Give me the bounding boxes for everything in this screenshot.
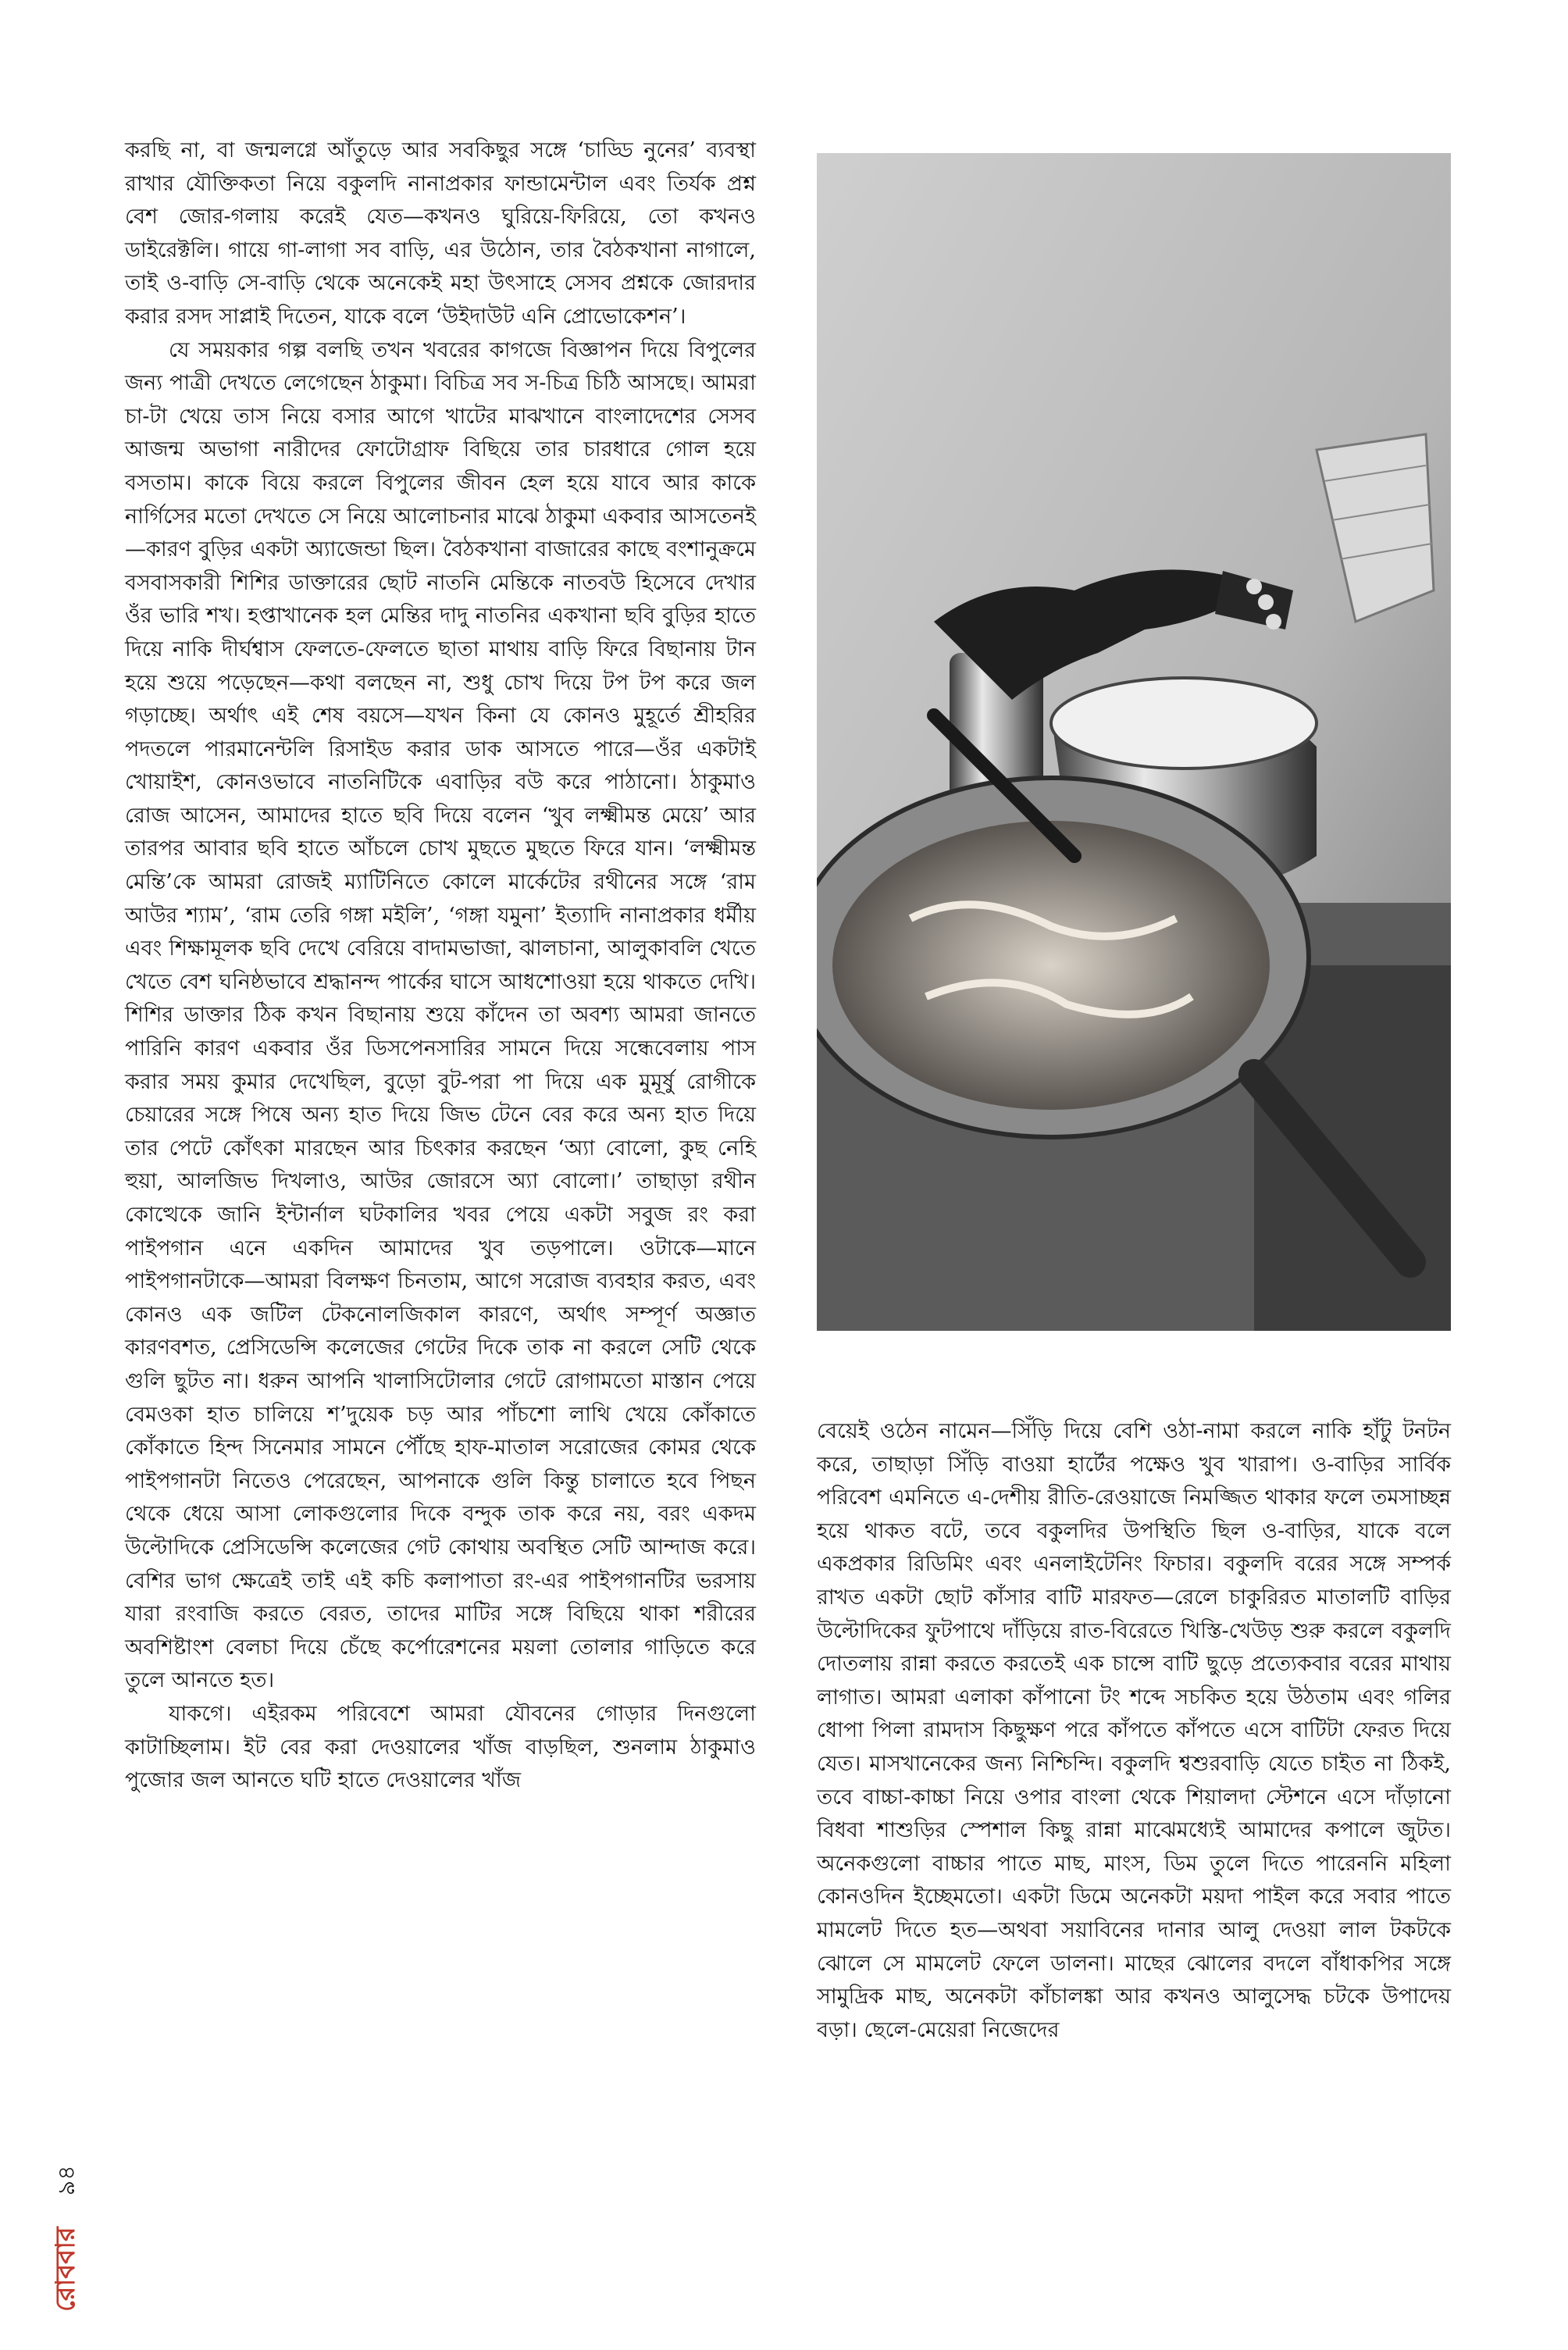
left-paragraph-1: করছি না, বা জন্মলগ্নে আঁতুড়ে আর সবকিছুর সঙ্গে ‘চাড্ডি নুনের’ ব্যবস্থা রাখার যৌক্তিকতা নিয়ে বকুলদি নানাপ্রকার ফান্ডামেন্টাল এবং তির্যক প্রশ্ন বেশ জোর-গলায় করেই যেত—কখনও ঘুরিয়ে-ফিরিয়ে, তো কখনও ডাইরেক্টলি। গায়ে গা-লাগা সব বাড়ি, এর উঠোন, তার বৈঠকখানা নাগালে, তাই ও-বাড়ি সে-বাড়ি থেকে অনেকেই মহা উৎসাহে সেসব প্রশ্নকে জোরদার করার রসদ সাপ্লাই দিতেন, যাকে বলে ‘উইদাউট এনি প্রোভোকেশন’। xyxy=(125,138,756,329)
left-paragraph-2: যে সময়কার গল্প বলছি তখন খবরের কাগজে বিজ্ঞাপন দিয়ে বিপুলের জন্য পাত্রী দেখতে লেগেছেন ঠাকুমা। বিচিত্র সব স-চিত্র চিঠি আসছে। আমরা চা-টা খেয়ে তাস নিয়ে বসার আগে খাটের মাঝখানে বাংলাদেশের সেসব আজন্ম অভাগা নারীদের ফোটোগ্রাফ বিছিয়ে তার চারধারে গোল হয়ে বসতাম। কাকে বিয়ে করলে বিপুলের জীবন হেল হয়ে যাবে আর কাকে নার্গিসের মতো দেখতে সে নিয়ে আলোচনার মাঝে ঠাকুমা একবার আসতেনই—কারণ বুড়ির একটা অ্যাজেন্ডা ছিল। বৈঠকখানা বাজারের কাছে বংশানুক্রমে বসবাসকারী শিশির ডাক্তারের ছোট নাতনি মেন্তিকে নাতবউ হিসেবে দেখার ওঁর ভারি শখ। হপ্তাখানেক হল মেন্তির দাদু নাতনির একখানা ছবি বুড়ির হাতে দিয়ে নাকি দীর্ঘশ্বাস ফেলতে-ফেলতে ছাতা মাথায় বাড়ি ফিরে বিছানায় টান হয়ে শুয়ে পড়েছেন—কথা বলছেন না, শুধু চোখ দিয়ে টপ টপ করে জল গড়াচ্ছে। অর্থাৎ এই শেষ বয়সে—যখন কিনা যে কোনও মুহূর্তে শ্রীহরির পদতলে পারমানেন্টলি রিসাইড করার ডাক আসতে পারে—ওঁর একটাই খোয়াইশ, কোনওভাবে নাতনিটিকে এবাড়ির বউ করে পাঠানো। ঠাকুমাও রোজ আসেন, আমাদের হাতে ছবি দিয়ে বলেন ‘খুব লক্ষ্মীমন্ত মেয়ে’ আর তারপর আবার ছবি হাতে আঁচলে চোখ মুছতে মুছতে ফিরে যান। ‘লক্ষ্মীমন্ত মেন্তি’কে আমরা রোজই ম্যাটিনিতে কোলে মার্কেটের রথীনের সঙ্গে ‘রাম আউর শ্যাম’, ‘রাম তেরি গঙ্গা মইলি’, ‘গঙ্গা যমুনা’ ইত্যাদি নানাপ্রকার ধর্মীয় এবং শিক্ষামূলক ছবি দেখে বেরিয়ে বাদামভাজা, ঝালচানা, আলুকাবলি খেতে খেতে বেশ ঘনিষ্ঠভাবে শ্রদ্ধানন্দ পার্কের ঘাসে আধশোওয়া হয়ে থাকতে দেখি। শিশির ডাক্তার ঠিক কখন বিছানায় শুয়ে কাঁদেন তা অবশ্য আমরা জানতে পারিনি কারণ একবার ওঁর ডিসপেনসারির সামনে দিয়ে সন্ধেবেলায় পাস করার সময় কুমার দেখেছিল, বুড়ো বুট-পরা পা দিয়ে এক মুমূর্ষু রোগীকে চেয়ারের সঙ্গে পিষে অন্য হাত দিয়ে জিভ টেনে বের করে অন্য হাত দিয়ে তার পেটে কোঁৎকা মারছেন আর চিৎকার করছেন ‘অ্যা বোলো, কুছ নেহি হুয়া, আলজিভ দিখলাও, আউর জোরসে অ্যা বোলো।’ তাছাড়া রথীন কোত্থেকে জানি ইন্টার্নাল ঘটকালির খবর পেয়ে একটা সবুজ রং করা পাইপগান এনে একদিন আমাদের খুব তড়পালে। ওটাকে—মানে পাইপগানটাকে—আমরা বিলক্ষণ চিনতাম, আগে সরোজ ব্যবহার করত, এবং কোনও এক জটিল টেকনোলজিকাল কারণে, অর্থাৎ সম্পূর্ণ অজ্ঞাত কারণবশত, প্রেসিডেন্সি কলেজের গেটের দিকে তাক না করলে সেটি থেকে গুলি ছুটত না। ধরুন আপনি খালাসিটোলার গেটে রোগামতো মাস্তান পেয়ে বেমওকা হাত চালিয়ে শ’দুয়েক চড় আর পাঁচশো লাথি খেয়ে কোঁকাতে কোঁকাতে হিন্দ সিনেমার সামনে পৌঁছে হাফ-মাতাল সরোজের কোমর থেকে পাইপগানটা নিতেও পেরেছেন, আপনাকে গুলি কিন্তু চালাতে হবে পিছন থেকে ধেয়ে আসা লোকগুলোর দিকে বন্দুক তাক করে নয়, বরং একদম উল্টোদিকে প্রেসিডেন্সি কলেজের গেট কোথায় অবস্থিত সেটি আন্দাজ করে। বেশির ভাগ ক্ষেত্রেই তাই এই কচি কলাপাতা রং-এর পাইপগানটির ভরসায় যারা রংবাজি করতে বেরত, তাদের মাটির সঙ্গে বিছিয়ে থাকা শরীরের অবশিষ্টাংশ বেলচা দিয়ে চেঁছে কর্পোরেশনের ময়লা তোলার গাড়িতে করে তুলে আনতে হত। xyxy=(125,337,756,1693)
cooking-photo-icon xyxy=(817,153,1451,1331)
article-left-column xyxy=(125,134,756,1798)
magazine-name: রোববার xyxy=(49,2227,81,2312)
left-paragraph-3: যাকগে। এইরকম পরিবেশে আমরা যৌবনের গোড়ার দিনগুলো কাটাচ্ছিলাম। ইট বের করা দেওয়ালের খাঁজ বাড়ছিল, শুনলাম ঠাকুমাও পুজোর জল আনতে ঘটি হাতে দেওয়ালের খাঁজ xyxy=(125,1701,756,1793)
right-paragraph-1: বেয়েই ওঠেন নামেন—সিঁড়ি দিয়ে বেশি ওঠা-নামা করলে নাকি হাঁটু টনটন করে, তাছাড়া সিঁড়ি বাওয়া হার্টের পক্ষেও খুব খারাপ। ও-বাড়ির সার্বিক পরিবেশ এমনিতে এ-দেশীয় রীতি-রেওয়াজে নিমজ্জিত থাকার ফলে তমসাচ্ছন্ন হয়ে থাকত বটে, তবে বকুলদির উপস্থিতি ছিল ও-বাড়ির, যাকে বলে একপ্রকার রিডিমিং এবং এনলাইটেনিং ফিচার। বকুলদি বরের সঙ্গে সম্পর্ক রাখত একটা ছোট কাঁসার বাটি মারফত—রেলে চাকুরিরত মাতালটি বাড়ির উল্টোদিকের ফুটপাথে দাঁড়িয়ে রাত-বিরেতে খিস্তি-খেউড় শুরু করলে বকুলদি দোতলায় রান্না করতে করতেই এক চান্সে বাটি ছুড়ে প্রত্যেকবার বরের মাথায় লাগাত। আমরা এলাকা কাঁপানো টং শব্দে সচকিত হয়ে উঠতাম এবং গলির ধোপা পিলা রামদাস কিছুক্ষণ পরে কাঁপতে কাঁপতে এসে বাটিটা ফেরত দিয়ে যেত। মাসখানেকের জন্য নিশ্চিন্দি। বকুলদি শ্বশুরবাড়ি যেতে চাইত না ঠিকই, তবে বাচ্চা-কাচ্চা নিয়ে ওপার বাংলা থেকে শিয়ালদা স্টেশনে এসে দাঁড়ানো বিধবা শাশুড়ির স্পেশাল কিছু রান্না মাঝেমধ্যেই আমাদের কপালে জুটত। অনেকগুলো বাচ্চার পাতে মাছ, মাংস, ডিম তুলে দিতে পারেননি মহিলা কোনওদিন ইচ্ছেমতো। একটা ডিমে অনেকটা ময়দা পাইল করে সবার পাতে মামলেট দিতে হত—অথবা সয়াবিনের দানার আলু দেওয়া লাল টকটকে ঝোলে সে মামলেট ফেলে ডালনা। মাছের ঝোলের বদলে বাঁধাকপির সঙ্গে সামুদ্রিক মাছ, অনেকটা কাঁচালঙ্কা আর কখনও আলুসেদ্ধ চটকে উপাদেয় বড়া। ছেলে-মেয়েরা নিজেদের xyxy=(817,1419,1451,2042)
article-right-column xyxy=(817,1415,1451,2047)
folio xyxy=(44,2077,91,2312)
page-number: ৯৪ xyxy=(52,2165,80,2196)
